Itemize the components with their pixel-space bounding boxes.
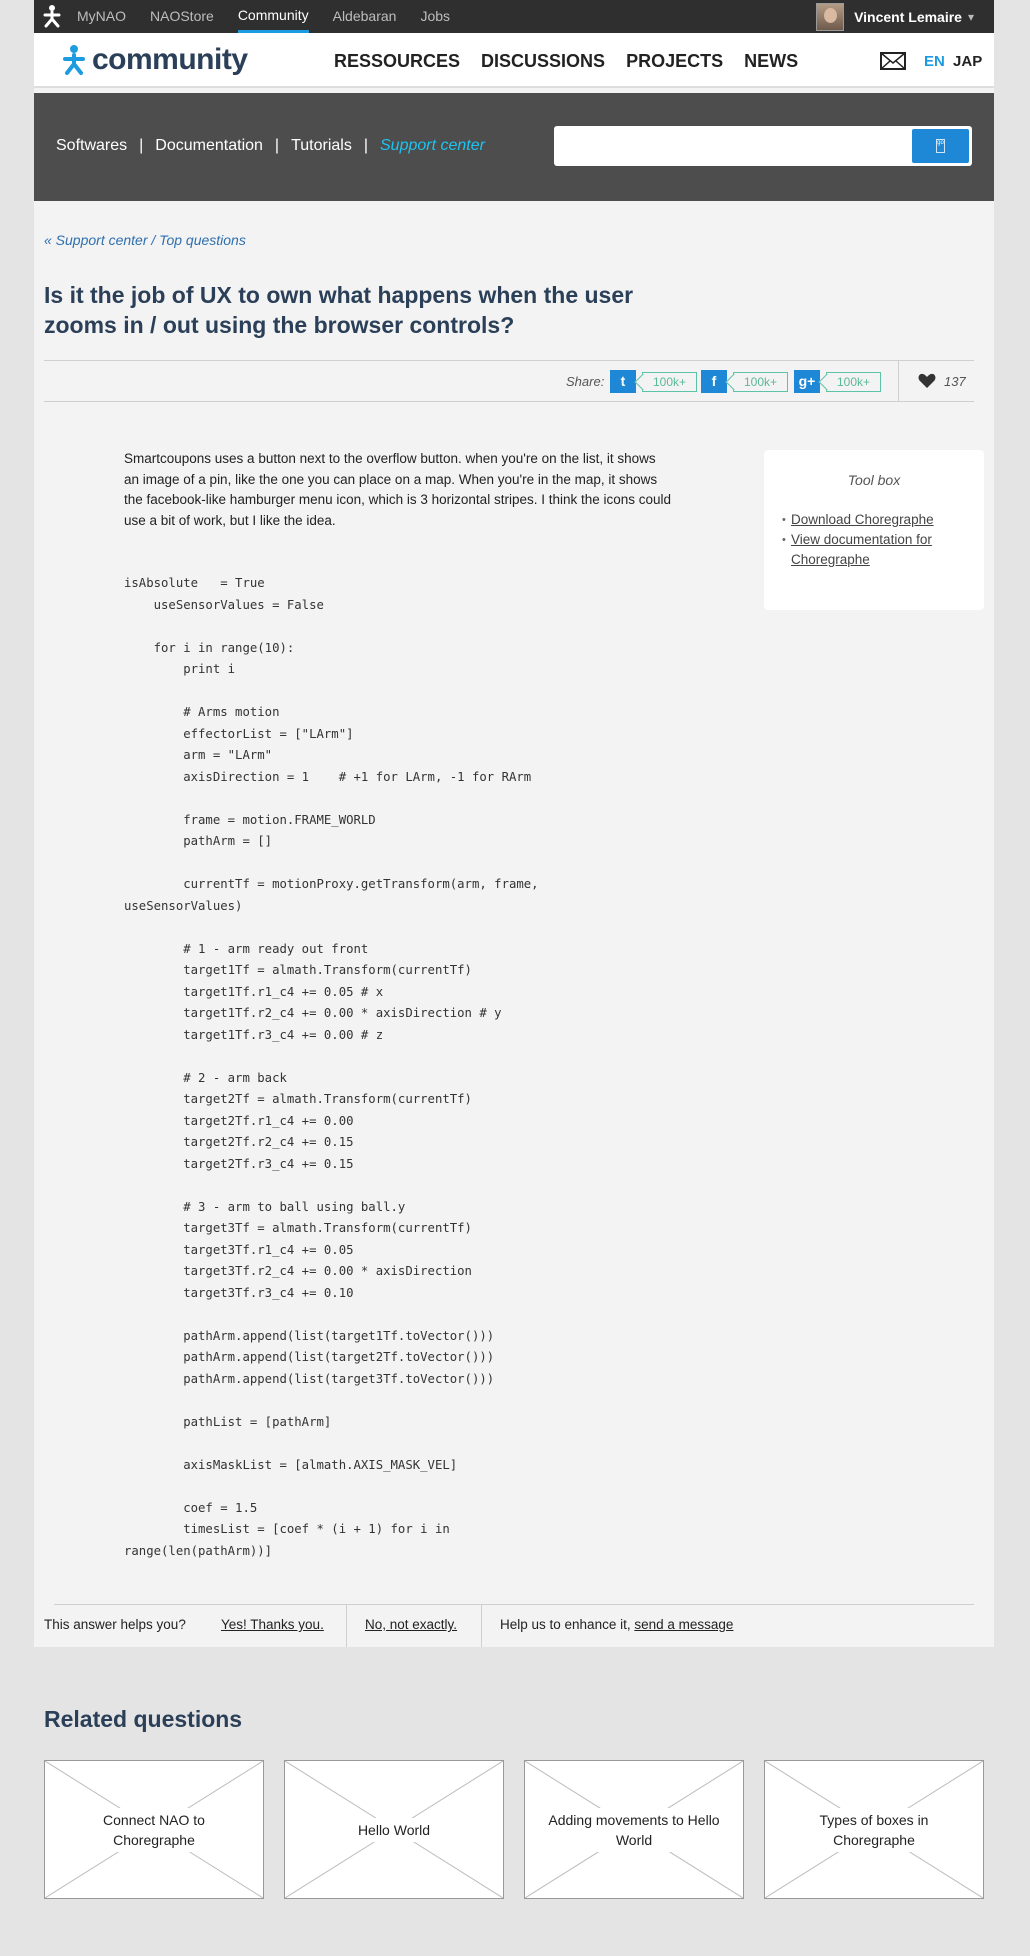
language-switcher [924,53,982,70]
sub-nav-support-center[interactable]: Support center [380,137,485,154]
tool-box-links [784,510,984,570]
avatar[interactable] [816,3,844,31]
page-title: Is it the job of UX to own what happens when the user zooms in / out using the browser controls? [44,282,634,338]
heart-icon [918,373,936,389]
related-questions-title: Related questions [44,1706,243,1732]
tool-box [764,450,984,610]
sub-nav-separator: | [363,137,368,154]
card-label-wrap [299,1761,489,1898]
sub-nav-tutorials[interactable]: Tutorials [291,137,352,154]
top-nav-mynao[interactable]: MyNAO [77,8,126,24]
list-item [784,530,984,570]
card-label-wrap [59,1761,249,1898]
top-nav [77,0,474,33]
share-facebook-button[interactable] [701,370,788,393]
top-nav-jobs[interactable]: Jobs [420,8,451,24]
divider [346,1605,347,1647]
sub-nav-separator: | [274,137,280,154]
feedback-no-link[interactable]: No, not exactly. [365,1617,458,1632]
related-question-card[interactable] [284,1760,504,1899]
search-box [554,126,972,166]
chevron-down-icon[interactable]: ▾ [967,10,974,24]
share-twitter-button[interactable] [610,370,697,393]
main-nav-ressources[interactable]: RESSOURCES [334,51,461,71]
related-question-card[interactable] [44,1760,264,1899]
lang-jap[interactable]: JAP [953,53,983,70]
breadcrumb[interactable]: « Support center / Top questions [44,232,246,248]
top-bar [34,0,994,33]
nao-logo-icon[interactable] [40,4,64,28]
community-logo-icon [62,44,86,76]
main-nav-projects[interactable]: PROJECTS [626,51,724,71]
answer-feedback [44,1604,974,1646]
related-question-label: Hello World [354,1818,434,1842]
top-nav-naostore[interactable]: NAOStore [150,8,214,24]
send-message-link[interactable]: send a message [634,1617,734,1632]
top-nav-aldebaran[interactable]: Aldebaran [332,8,397,24]
card-label-wrap [539,1761,729,1898]
card-label-wrap [779,1761,969,1898]
share-count: 100k+ [826,372,881,392]
brand-name: community [92,43,248,76]
sub-nav-documentation[interactable]: Documentation [155,137,263,154]
search-input[interactable] [562,127,912,165]
facebook-icon[interactable]: f [701,370,727,393]
related-question-label: Connect NAO to Choregraphe [59,1808,249,1852]
top-nav-community[interactable]: Community [238,0,309,33]
like-count: 137 [944,373,966,389]
sub-nav-separator: | [139,137,144,154]
support-banner [34,93,994,201]
related-question-label: Types of boxes in Choregraphe [779,1808,969,1852]
feedback-help-text: Help us to enhance it, [500,1617,631,1632]
search-go-icon: go [936,139,945,153]
share-count: 100k+ [642,372,697,392]
divider [898,361,899,401]
share-label: Share: [566,374,605,389]
download-choregraphe-link[interactable]: Download Choregraphe [791,512,934,527]
list-item [784,510,984,530]
divider [481,1605,482,1647]
like-button[interactable] [918,373,966,389]
sub-nav-softwares[interactable]: Softwares [56,137,128,154]
search-button[interactable] [912,129,969,163]
main-nav [334,51,819,72]
community-logo[interactable] [62,43,248,77]
share-count: 100k+ [733,372,788,392]
share-google-plus-button[interactable] [794,370,881,393]
related-question-card[interactable] [764,1760,984,1899]
view-documentation-link[interactable]: View documentation for Choregraphe [791,532,932,567]
user-name[interactable]: Vincent Lemaire [854,9,962,25]
user-menu[interactable] [816,3,974,31]
google-plus-icon[interactable]: g+ [794,370,820,393]
sub-nav [56,137,485,155]
related-question-label: Adding movements to Hello World [539,1808,729,1852]
feedback-help [500,1617,733,1632]
code-block: isAbsolute = True useSensorValues = False for i in range(10): print i # Arms motion effectorList = ["LArm"] arm = "LArm" axisDirection = 1 # +1 for LArm, -1 for RArm frame = motion.FRAME_WORLD pathArm = [] currentTf = motionProxy.getTransform(arm, frame, useSensorValues) # 1 - arm ready out front target1Tf = almath.Transform(currentTf) target1Tf.r1_c4 += 0.05 # x target1Tf.r2_c4 += 0.00 * axisDirection # y target1Tf.r3_c4 += 0.00 # z # 2 - arm back target2Tf = almath.Transform(currentTf) target2Tf.r1_c4 += 0.00 target2Tf.r2_c4 += 0.15 target2Tf.r3_c4 += 0.15 # 3 - arm to ball using ball.y target3Tf = almath.Transform(currentTf) target3Tf.r1_c4 += 0.05 target3Tf.r2_c4 += 0.00 * axisDirection target3Tf.r3_c4 += 0.10 pathArm.append(list(target1Tf.toVector())) pathArm.append(list(target2Tf.toVector())) pathArm.append(list(target3Tf.toVector())) pathList = [pathArm] axisMaskList = [almath.AXIS_MASK_VEL] coef = 1.5 timesList = [coef * (i + 1) for i in range(len(pathArm))] [124,576,539,1558]
related-question-card[interactable] [524,1760,744,1899]
answer-text: Smartcoupons uses a button next to the overflow button. when you're on the list, it shows an image of a pin, like the one you can place on a map. When you're in the map, it shows the facebook-like hamburger menu icon, which is 3 horizontal stripes. I think the icons could use a bit of work, but I like the idea. [124,451,672,528]
site-header [34,33,994,88]
twitter-icon[interactable]: t [610,370,636,393]
tool-box-title: Tool box [847,472,901,488]
mail-icon[interactable] [880,52,906,70]
main-nav-discussions[interactable]: DISCUSSIONS [481,51,606,71]
lang-en[interactable]: EN [924,53,945,70]
feedback-question: This answer helps you? [44,1617,186,1632]
main-nav-news[interactable]: NEWS [744,51,799,71]
feedback-yes-link[interactable]: Yes! Thanks you. [221,1617,324,1632]
share-bar [44,360,974,402]
